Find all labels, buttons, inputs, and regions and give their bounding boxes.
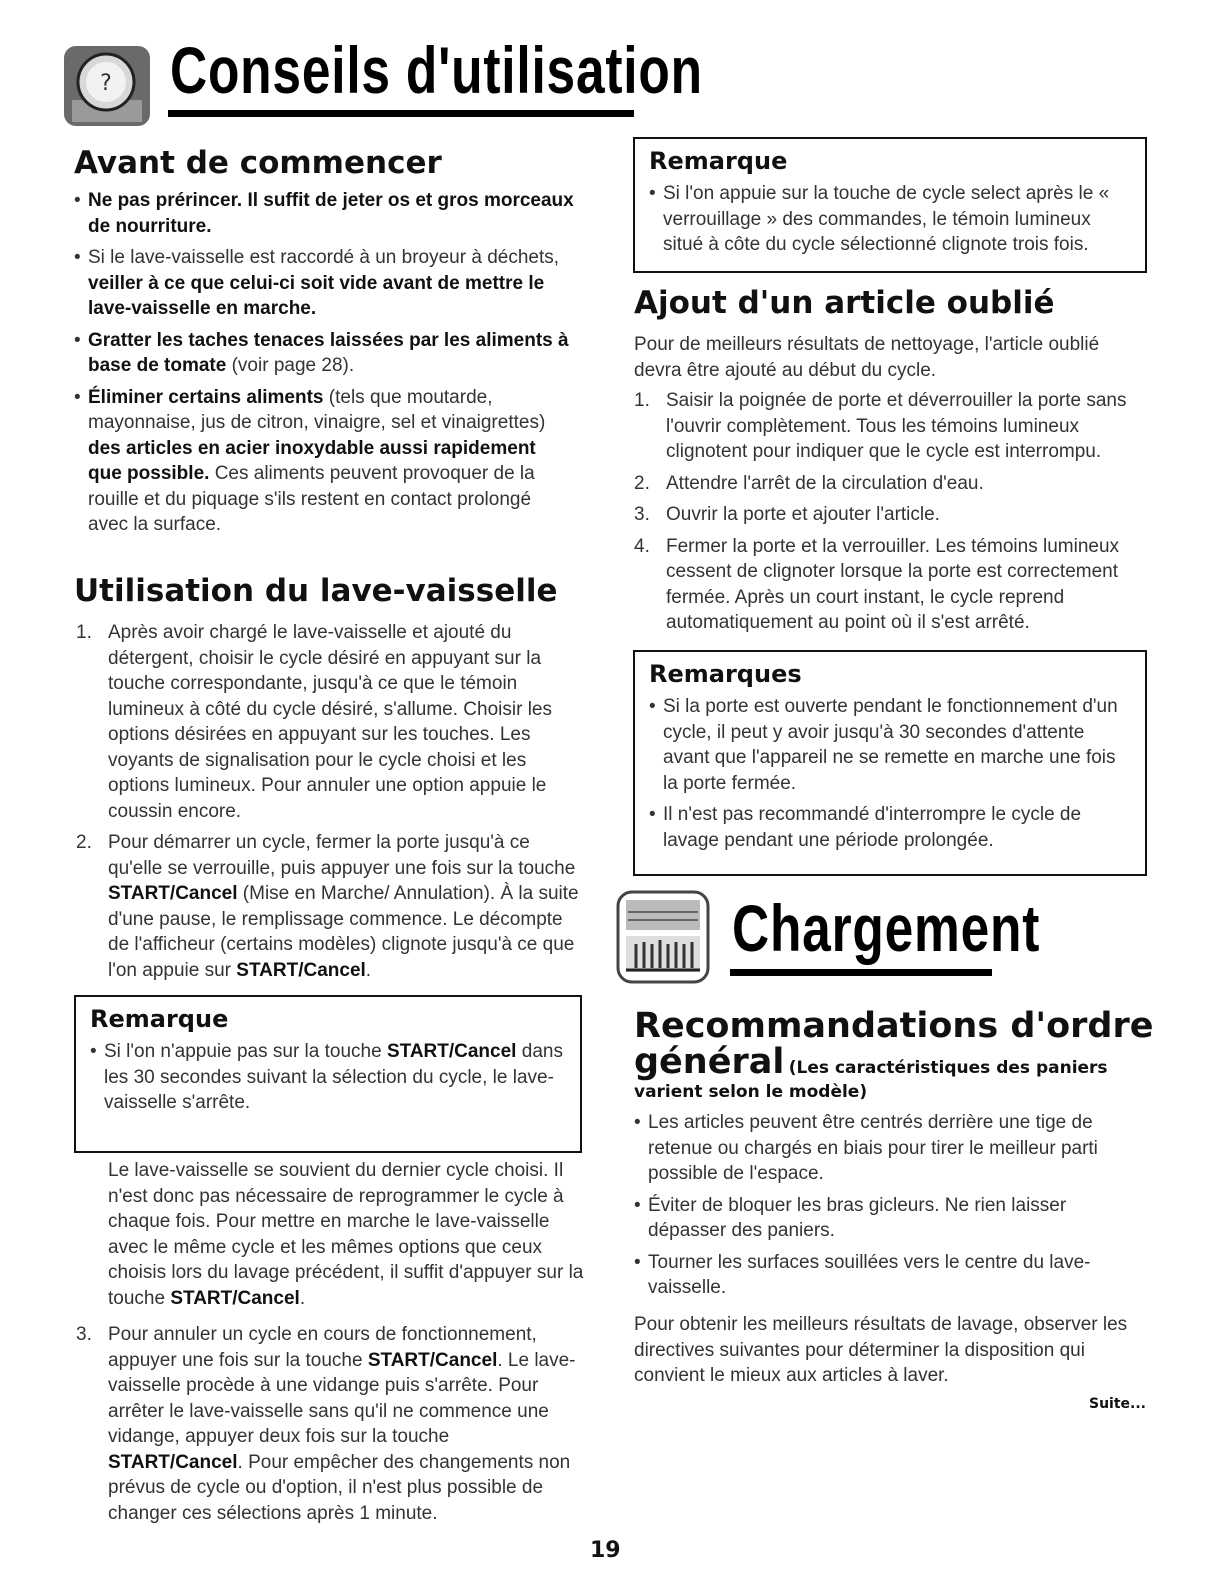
- list-item: • Il n'est pas recommandé d'interrompre le cycle de lavage pendant une période prolongée.: [649, 802, 1133, 853]
- avant-bullets: [74, 188, 574, 544]
- utilisation-steps: [76, 620, 586, 989]
- list-item: 3. Ouvrir la porte et ajouter l'article.: [634, 504, 940, 525]
- list-item: 1. Après avoir chargé le lave-vaisselle et ajouté du détergent, choisir le cycle désiré en appuyant sur la touche correspondante, jusqu'à ce que le témoin lumineux à côté du cycle désiré, s'allume. Choisir les options désirées en appuyant sur les touches. Les voyants de signalisation pour le cycle choisi et les options lumineux. Pour annuler une option appuie le coussin encore.: [76, 622, 552, 822]
- recommandations-bullets: [634, 1110, 1148, 1307]
- list-item: • Si la porte est ouverte pendant le fonctionnement d'un cycle, il peut y avoir jusqu'à 30 secondes d'attente avant que l'appareil ne se remette en marche une fois la porte fermée.: [649, 694, 1133, 796]
- list-item: 3. Pour annuler un cycle en cours de fonctionnement, appuyer une fois sur la touche START/Cancel. Le lave-vaisselle procède à une vidange puis s'arrête. Pour arrêter le lave-vaisselle sans qu'il ne commence une vidange, appuyer deux fois sur la touche START/Cancel. Pour empêcher des changements non prévus de cycle ou d'option, il n'est plus possible de changer ces sélections après 1 minute.: [76, 1324, 576, 1524]
- section-heading-utilisation: Utilisation du lave-vaisselle: [74, 573, 558, 609]
- note-text: • Si l'on n'appuie pas sur la touche START/Cancel dans les 30 secondes suivant la sélection du cycle, le lave-vaisselle s'arrête.: [90, 1039, 568, 1116]
- page-title: Conseils d'utilisation: [170, 33, 703, 107]
- note-box-start-cancel: [74, 995, 582, 1153]
- note-title: Remarques: [649, 660, 802, 688]
- list-item: • Éviter de bloquer les bras gicleurs. Ne rien laisser dépasser des paniers.: [634, 1193, 1148, 1244]
- after-note-paragraph: Le lave-vaisselle se souvient du dernier cycle choisi. Il n'est donc pas nécessaire de reprogrammer le cycle à chaque fois. Pour mettre en marche le lave-vaisselle avec le même cycle et les mêmes options que ceux choisis lors du lavage précédent, il suffit d'appuyer sur la touche START/Cancel.: [108, 1160, 584, 1309]
- list-item: • Ne pas prérincer. Il suffit de jeter os et gros morceaux de nourriture.: [74, 188, 574, 239]
- list-item: 2. Pour démarrer un cycle, fermer la porte jusqu'à ce qu'elle se verrouille, puis appuyer une fois sur la touche START/Cancel (Mise en Marche/ Annulation). À la suite d'une pause, le remplissage commence. Le décompte de l'afficheur (certains modèles) clignote jusqu'à ce que l'on appuie sur START/Cancel.: [76, 832, 579, 981]
- section-heading-ajout: Ajout d'un article oublié: [634, 285, 1055, 321]
- section-heading-avant: Avant de commencer: [74, 145, 442, 181]
- utilisation-step-3: [76, 1322, 586, 1532]
- suite-label: Suite...: [1089, 1396, 1146, 1412]
- list-item: • Tourner les surfaces souillées vers le centre du lave-vaisselle.: [634, 1250, 1148, 1301]
- page-number: 19: [590, 1538, 621, 1563]
- note-title: Remarque: [649, 147, 788, 175]
- ajout-intro: Pour de meilleurs résultats de nettoyage, l'article oublié devra être ajouté au début du cycle.: [634, 334, 1100, 381]
- list-item: 1. Saisir la poignée de porte et déverrouiller la porte sans l'ouvrir complètement. Tous les témoins lumineux clignotent pour indiquer que le cycle est interrompu.: [634, 390, 1127, 462]
- svg-text:?: ?: [100, 71, 112, 96]
- note-box-remarques: [633, 650, 1147, 876]
- list-item: 4. Fermer la porte et la verrouiller. Les témoins lumineux cessent de clignoter lorsque la porte est correctement fermée. Après un court instant, le cycle reprend automatiquement au point où il s'est arrêté.: [634, 535, 1120, 633]
- list-item: • Si le lave-vaisselle est raccordé à un broyeur à déchets, veiller à ce que celui-ci soit vide avant de mettre le lave-vaisselle en marche.: [74, 245, 574, 322]
- chargement-underline: [730, 969, 992, 976]
- recommandations-closing: Pour obtenir les meilleurs résultats de lavage, observer les directives suivantes pour déterminer la disposition qui convient le mieux aux articles à laver.: [634, 1314, 1128, 1386]
- list-item: • Gratter les taches tenaces laissées par les aliments à base de tomate (voir page 28).: [74, 328, 574, 379]
- tips-icon: [62, 42, 152, 130]
- list-item: • Éliminer certains aliments (tels que moutarde, mayonnaise, jus de citron, vinaigre, sel et vinaigrettes) des articles en acier inoxydable aussi rapidement que possible. Ces aliments peuvent provoquer de la rouille et du piquage s'ils restent en contact prolongé avec la surface.: [74, 385, 574, 538]
- dishwasher-rack-icon: [616, 890, 710, 984]
- note-box-verrouillage: [633, 137, 1147, 273]
- list-item: 2. Attendre l'arrêt de la circulation d'eau.: [634, 472, 984, 494]
- note-title: Remarque: [90, 1005, 229, 1033]
- list-item: • Les articles peuvent être centrés derrière une tige de retenue ou chargés en biais pour tirer le meilleur parti possible de l'espace.: [634, 1110, 1148, 1187]
- title-underline: [168, 110, 634, 117]
- note-text: • Si l'on appuie sur la touche de cycle select après le « verrouillage » des commandes, le témoin lumineux situé à côte du cycle sélectionné clignote trois fois.: [649, 181, 1133, 258]
- ajout-steps: [634, 388, 1150, 642]
- section-heading-recommandations: Recommandations d'ordre général (Les caractéristiques des paniers varient selon le modèle): [634, 1006, 1154, 1102]
- chargement-title: Chargement: [732, 891, 1041, 965]
